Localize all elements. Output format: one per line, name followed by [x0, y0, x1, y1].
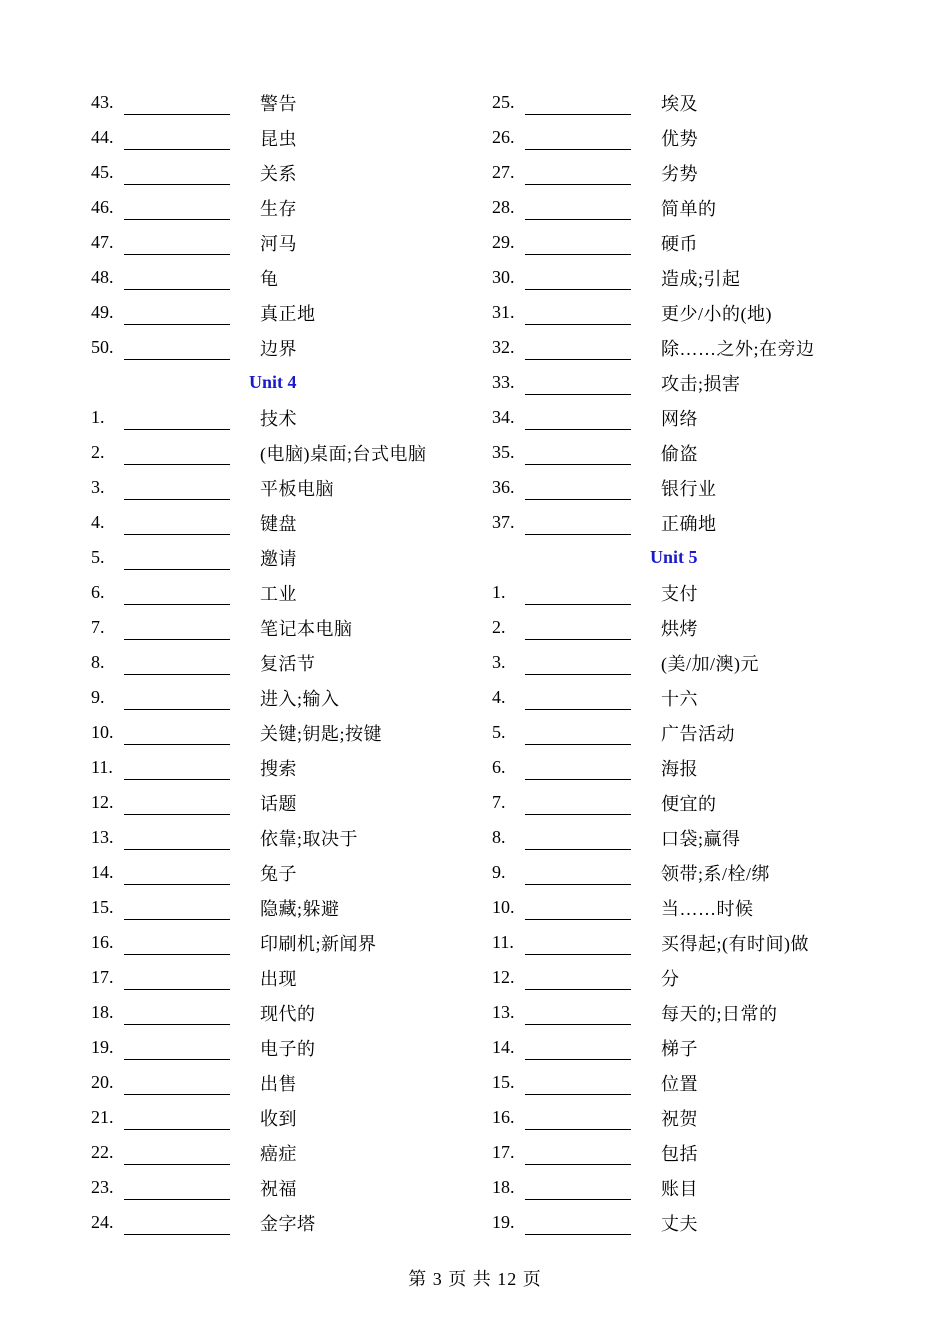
item-number: 11.	[91, 757, 113, 777]
vocab-row	[91, 785, 471, 820]
item-number: 5.	[91, 547, 105, 567]
vocab-row	[91, 1030, 471, 1065]
answer-blank[interactable]	[124, 1216, 230, 1235]
item-number: 50.	[91, 337, 114, 357]
unit-heading: Unit 4	[249, 372, 297, 392]
vocab-row	[492, 1100, 872, 1135]
vocab-row	[91, 715, 471, 750]
vocab-row	[91, 225, 471, 260]
answer-blank[interactable]	[525, 796, 631, 815]
item-number: 27.	[492, 162, 515, 182]
chinese-meaning: 复活节	[260, 653, 316, 674]
vocab-row	[492, 960, 872, 995]
vocab-row	[492, 400, 872, 435]
item-number: 14.	[91, 862, 114, 882]
item-number: 6.	[91, 582, 105, 602]
chinese-meaning: 分	[661, 968, 680, 989]
vocab-row	[91, 1205, 471, 1240]
answer-blank[interactable]	[525, 831, 631, 850]
item-number: 3.	[91, 477, 105, 497]
chinese-meaning: 搜索	[260, 758, 297, 779]
item-number: 9.	[492, 862, 506, 882]
chinese-meaning: 正确地	[661, 513, 717, 534]
answer-blank[interactable]	[525, 621, 631, 640]
answer-blank[interactable]	[124, 271, 230, 290]
vocab-row	[91, 855, 471, 890]
item-number: 18.	[91, 1002, 114, 1022]
item-number: 34.	[492, 407, 515, 427]
chinese-meaning: 硬币	[661, 233, 698, 254]
item-number: 9.	[91, 687, 105, 707]
item-number: 11.	[492, 932, 514, 952]
chinese-meaning: 警告	[260, 93, 297, 114]
vocab-row	[91, 400, 471, 435]
chinese-meaning: 工业	[260, 583, 297, 604]
chinese-meaning: 海报	[661, 758, 698, 779]
item-number: 2.	[91, 442, 105, 462]
chinese-meaning: 埃及	[661, 93, 698, 114]
item-number: 13.	[492, 1002, 515, 1022]
item-number: 12.	[91, 792, 114, 812]
chinese-meaning: 祝贺	[661, 1108, 698, 1129]
answer-blank[interactable]	[124, 586, 230, 605]
item-number: 36.	[492, 477, 515, 497]
chinese-meaning: 造成;引起	[661, 268, 741, 289]
answer-blank[interactable]	[124, 726, 230, 745]
answer-blank[interactable]	[124, 1076, 230, 1095]
vocab-row	[91, 925, 471, 960]
right-column	[492, 85, 872, 1240]
chinese-meaning: 丈夫	[661, 1213, 698, 1234]
answer-blank[interactable]	[124, 481, 230, 500]
vocab-row	[91, 645, 471, 680]
chinese-meaning: 兔子	[260, 863, 297, 884]
item-number: 20.	[91, 1072, 114, 1092]
vocab-row	[492, 855, 872, 890]
chinese-meaning: 依靠;取决于	[260, 828, 359, 849]
answer-blank[interactable]	[525, 236, 631, 255]
chinese-meaning: 偷盗	[661, 443, 698, 464]
answer-blank[interactable]	[525, 166, 631, 185]
vocab-row	[492, 365, 872, 400]
item-number: 30.	[492, 267, 515, 287]
answer-blank[interactable]	[525, 341, 631, 360]
answer-blank[interactable]	[525, 726, 631, 745]
answer-blank[interactable]	[124, 131, 230, 150]
chinese-meaning: 龟	[260, 268, 279, 289]
item-number: 25.	[492, 92, 515, 112]
answer-blank[interactable]	[124, 866, 230, 885]
vocab-row	[492, 575, 872, 610]
chinese-meaning: 电子的	[260, 1038, 316, 1059]
answer-blank[interactable]	[525, 376, 631, 395]
item-number: 19.	[91, 1037, 114, 1057]
vocab-row	[492, 505, 872, 540]
answer-blank[interactable]	[124, 656, 230, 675]
item-number: 10.	[492, 897, 515, 917]
answer-blank[interactable]	[525, 1111, 631, 1130]
answer-blank[interactable]	[525, 446, 631, 465]
chinese-meaning: 笔记本电脑	[260, 618, 353, 639]
item-number: 7.	[91, 617, 105, 637]
vocab-row	[91, 820, 471, 855]
vocab-row	[492, 260, 872, 295]
vocab-row	[492, 225, 872, 260]
answer-blank[interactable]	[124, 1181, 230, 1200]
chinese-meaning: 更少/小的(地)	[661, 303, 772, 324]
chinese-meaning: 技术	[260, 408, 297, 429]
chinese-meaning: 账目	[661, 1178, 698, 1199]
item-number: 1.	[492, 582, 506, 602]
item-number: 32.	[492, 337, 515, 357]
answer-blank[interactable]	[124, 1041, 230, 1060]
answer-blank[interactable]	[124, 551, 230, 570]
answer-blank[interactable]	[124, 831, 230, 850]
item-number: 15.	[91, 897, 114, 917]
vocab-row	[492, 785, 872, 820]
item-number: 18.	[492, 1177, 515, 1197]
item-number: 14.	[492, 1037, 515, 1057]
chinese-meaning: 买得起;(有时间)做	[661, 933, 809, 954]
vocab-row	[91, 470, 471, 505]
vocab-row	[492, 155, 872, 190]
chinese-meaning: 关系	[260, 163, 297, 184]
chinese-meaning: 支付	[661, 583, 698, 604]
answer-blank[interactable]	[525, 271, 631, 290]
item-number: 1.	[91, 407, 105, 427]
answer-blank[interactable]	[124, 761, 230, 780]
item-number: 45.	[91, 162, 114, 182]
vocab-row	[492, 610, 872, 645]
item-number: 2.	[492, 617, 506, 637]
item-number: 19.	[492, 1212, 515, 1232]
chinese-meaning: 邀请	[260, 548, 297, 569]
answer-blank[interactable]	[124, 621, 230, 640]
item-number: 23.	[91, 1177, 114, 1197]
vocab-row	[492, 890, 872, 925]
vocab-row	[91, 190, 471, 225]
vocab-row	[91, 260, 471, 295]
item-number: 22.	[91, 1142, 114, 1162]
answer-blank[interactable]	[525, 971, 631, 990]
item-number: 44.	[91, 127, 114, 147]
item-number: 10.	[91, 722, 114, 742]
vocab-row	[492, 645, 872, 680]
item-number: 37.	[492, 512, 515, 532]
unit-heading: Unit 5	[650, 547, 698, 567]
chinese-meaning: 位置	[661, 1073, 698, 1094]
item-number: 17.	[492, 1142, 515, 1162]
vocab-row	[91, 295, 471, 330]
chinese-meaning: 昆虫	[260, 128, 297, 149]
answer-blank[interactable]	[124, 796, 230, 815]
vocab-row	[91, 435, 471, 470]
answer-blank[interactable]	[525, 1216, 631, 1235]
chinese-meaning: 银行业	[661, 478, 717, 499]
answer-blank[interactable]	[525, 516, 631, 535]
item-number: 17.	[91, 967, 114, 987]
chinese-meaning: 隐藏;躲避	[260, 898, 340, 919]
chinese-meaning: (美/加/澳)元	[661, 653, 759, 674]
chinese-meaning: 真正地	[260, 303, 316, 324]
chinese-meaning: 广告活动	[661, 723, 735, 744]
answer-blank[interactable]	[124, 516, 230, 535]
chinese-meaning: 劣势	[661, 163, 698, 184]
answer-blank[interactable]	[525, 901, 631, 920]
vocab-row	[492, 995, 872, 1030]
vocab-row	[91, 505, 471, 540]
answer-blank[interactable]	[525, 1076, 631, 1095]
vocab-row	[91, 155, 471, 190]
vocab-row	[492, 925, 872, 960]
vocab-row	[492, 1170, 872, 1205]
chinese-meaning: 每天的;日常的	[661, 1003, 778, 1024]
item-number: 21.	[91, 1107, 114, 1127]
vocab-row	[91, 750, 471, 785]
chinese-meaning: 印刷机;新闻界	[260, 933, 377, 954]
chinese-meaning: 关键;钥匙;按键	[260, 723, 383, 744]
chinese-meaning: 金字塔	[260, 1213, 316, 1234]
chinese-meaning: 出现	[260, 968, 297, 989]
answer-blank[interactable]	[525, 656, 631, 675]
item-number: 46.	[91, 197, 114, 217]
answer-blank[interactable]	[525, 1041, 631, 1060]
chinese-meaning: 癌症	[260, 1143, 297, 1164]
item-number: 16.	[91, 932, 114, 952]
vocab-row	[91, 1065, 471, 1100]
item-number: 28.	[492, 197, 515, 217]
item-number: 6.	[492, 757, 506, 777]
answer-blank[interactable]	[124, 901, 230, 920]
answer-blank[interactable]	[525, 201, 631, 220]
answer-blank[interactable]	[525, 761, 631, 780]
vocab-row	[91, 995, 471, 1030]
answer-blank[interactable]	[525, 411, 631, 430]
item-number: 16.	[492, 1107, 515, 1127]
chinese-meaning: 简单的	[661, 198, 717, 219]
vocab-row	[91, 890, 471, 925]
chinese-meaning: 除……之外;在旁边	[661, 338, 815, 359]
chinese-meaning: 网络	[661, 408, 698, 429]
chinese-meaning: 祝福	[260, 1178, 297, 1199]
answer-blank[interactable]	[124, 96, 230, 115]
vocab-row	[91, 575, 471, 610]
item-number: 12.	[492, 967, 515, 987]
vocab-row	[492, 1135, 872, 1170]
answer-blank[interactable]	[124, 691, 230, 710]
vocab-row	[91, 1135, 471, 1170]
vocab-row	[492, 190, 872, 225]
chinese-meaning: 河马	[260, 233, 297, 254]
answer-blank[interactable]	[124, 971, 230, 990]
item-number: 7.	[492, 792, 506, 812]
answer-blank[interactable]	[525, 586, 631, 605]
vocab-row	[492, 120, 872, 155]
vocab-row	[492, 715, 872, 750]
answer-blank[interactable]	[525, 1181, 631, 1200]
chinese-meaning: 收到	[260, 1108, 297, 1129]
item-number: 8.	[91, 652, 105, 672]
chinese-meaning: 口袋;赢得	[661, 828, 741, 849]
chinese-meaning: 当……时候	[661, 898, 754, 919]
vocab-row	[492, 295, 872, 330]
answer-blank[interactable]	[124, 166, 230, 185]
answer-blank[interactable]	[124, 446, 230, 465]
item-number: 49.	[91, 302, 114, 322]
item-number: 3.	[492, 652, 506, 672]
item-number: 47.	[91, 232, 114, 252]
item-number: 26.	[492, 127, 515, 147]
item-number: 4.	[91, 512, 105, 532]
answer-blank[interactable]	[124, 1111, 230, 1130]
item-number: 48.	[91, 267, 114, 287]
item-number: 5.	[492, 722, 506, 742]
page-footer: 第 3 页 共 12 页	[408, 1269, 542, 1289]
vocab-row	[91, 540, 471, 575]
chinese-meaning: 领带;系/栓/绑	[661, 863, 771, 884]
vocab-row	[91, 680, 471, 715]
chinese-meaning: 烘烤	[661, 618, 698, 639]
answer-blank[interactable]	[525, 96, 631, 115]
item-number: 43.	[91, 92, 114, 112]
item-number: 15.	[492, 1072, 515, 1092]
answer-blank[interactable]	[124, 936, 230, 955]
left-column	[91, 85, 471, 1240]
answer-blank[interactable]	[525, 306, 631, 325]
chinese-meaning: 键盘	[260, 513, 297, 534]
unit-heading-row	[492, 540, 872, 575]
vocab-row	[492, 750, 872, 785]
chinese-meaning: 包括	[661, 1143, 698, 1164]
item-number: 24.	[91, 1212, 114, 1232]
answer-blank[interactable]	[124, 1006, 230, 1025]
vocab-row	[91, 330, 471, 365]
vocab-row	[91, 1100, 471, 1135]
chinese-meaning: 进入;输入	[260, 688, 340, 709]
answer-blank[interactable]	[525, 866, 631, 885]
vocab-row	[492, 680, 872, 715]
unit-heading-row	[91, 365, 471, 400]
chinese-meaning: 平板电脑	[260, 478, 334, 499]
answer-blank[interactable]	[525, 936, 631, 955]
vocab-row	[492, 820, 872, 855]
vocab-row	[91, 120, 471, 155]
chinese-meaning: 出售	[260, 1073, 297, 1094]
item-number: 31.	[492, 302, 515, 322]
item-number: 13.	[91, 827, 114, 847]
vocab-row	[492, 85, 872, 120]
answer-blank[interactable]	[124, 306, 230, 325]
item-number: 8.	[492, 827, 506, 847]
chinese-meaning: 梯子	[661, 1038, 698, 1059]
chinese-meaning: 便宜的	[661, 793, 717, 814]
vocab-row	[91, 85, 471, 120]
vocab-row	[492, 1065, 872, 1100]
vocab-row	[91, 1170, 471, 1205]
chinese-meaning: 攻击;损害	[661, 373, 741, 394]
item-number: 33.	[492, 372, 515, 392]
chinese-meaning: 生存	[260, 198, 297, 219]
answer-blank[interactable]	[525, 691, 631, 710]
answer-blank[interactable]	[525, 1006, 631, 1025]
answer-blank[interactable]	[525, 1146, 631, 1165]
answer-blank[interactable]	[124, 1146, 230, 1165]
vocab-row	[91, 610, 471, 645]
chinese-meaning: 现代的	[260, 1003, 316, 1024]
answer-blank[interactable]	[124, 341, 230, 360]
vocab-row	[492, 330, 872, 365]
item-number: 35.	[492, 442, 515, 462]
vocab-row	[492, 1030, 872, 1065]
item-number: 4.	[492, 687, 506, 707]
chinese-meaning: (电脑)桌面;台式电脑	[260, 443, 427, 464]
chinese-meaning: 十六	[661, 688, 698, 709]
answer-blank[interactable]	[124, 411, 230, 430]
answer-blank[interactable]	[525, 481, 631, 500]
item-number: 29.	[492, 232, 515, 252]
chinese-meaning: 优势	[661, 128, 698, 149]
vocab-row	[492, 1205, 872, 1240]
answer-blank[interactable]	[124, 236, 230, 255]
answer-blank[interactable]	[525, 131, 631, 150]
chinese-meaning: 边界	[260, 338, 297, 359]
vocab-row	[91, 960, 471, 995]
vocab-row	[492, 435, 872, 470]
vocab-row	[492, 470, 872, 505]
answer-blank[interactable]	[124, 201, 230, 220]
chinese-meaning: 话题	[260, 793, 297, 814]
